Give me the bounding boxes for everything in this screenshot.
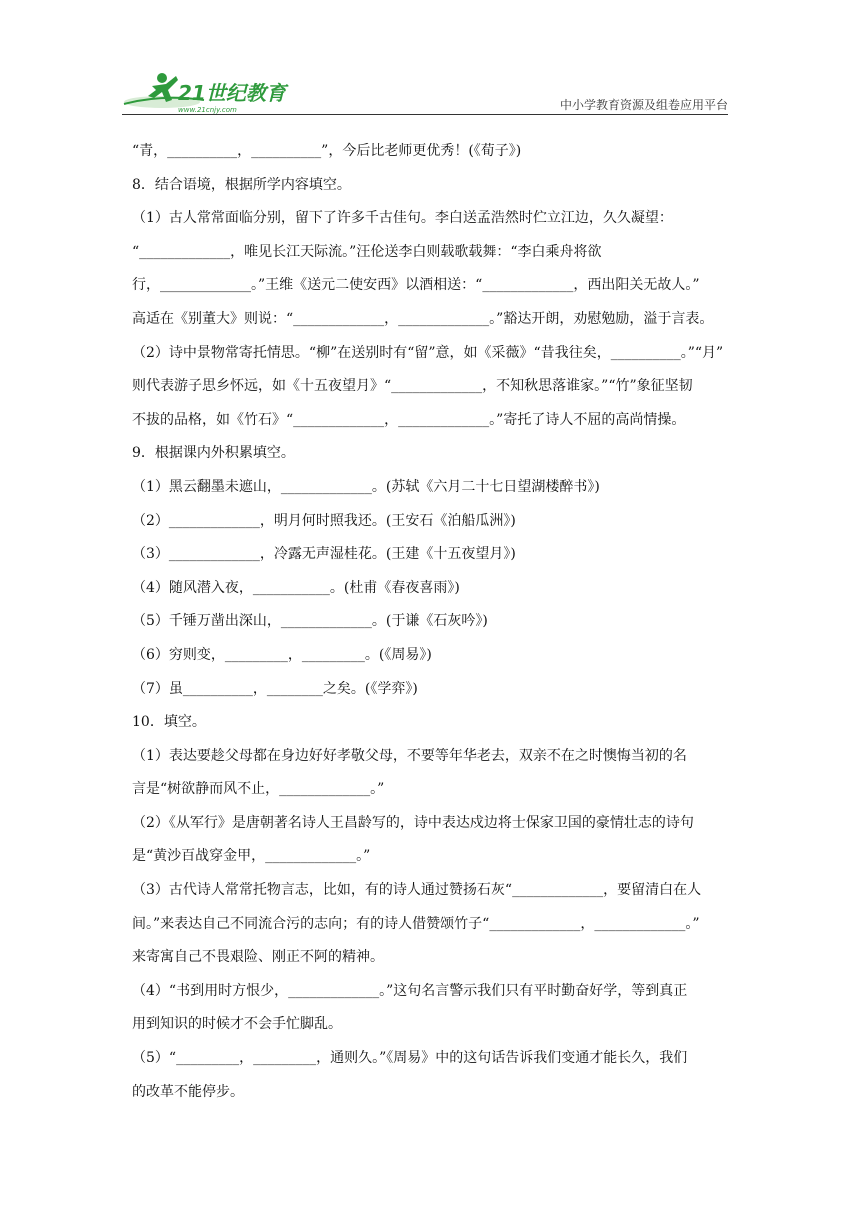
header-divider [122,114,728,115]
page-header [122,66,728,116]
text-line: （1）古人常常面临分别，留下了许多千古佳句。李白送孟浩然时伫立江边，久久凝望： [132,210,673,227]
text-line: （6）穷则变，_________，_________。(《周易》) [132,646,432,663]
text-line: （7）虽__________，________之矣。(《学弈》) [132,680,418,697]
text-line: （5）千锤万凿出深山，_____________。(于谦《石灰吟》) [132,613,488,630]
svg-text:www.21cnjy.com: www.21cnjy.com [178,106,237,114]
platform-name: 中小学教育资源及组卷应用平台 [559,98,728,112]
text-line: 来寄寓自己不畏艰险、刚正不阿的精神。 [132,949,384,966]
text-line: （3）古代诗人常常托物言志，比如，有的诗人通过赞扬石灰“_____________，要留清白在人 [132,882,702,899]
text-line: 的改革不能停步。 [132,1083,244,1100]
text-line: 用到知识的时候才不会手忙脚乱。 [132,1016,342,1033]
text-line: 是“黄沙百战穿金甲，_____________。” [132,848,371,865]
text-line: （3）_____________，冷露无声湿桂花。(王建《十五夜望月》) [132,546,516,563]
question-10-title: 10．填空。 [132,714,206,731]
text-line: （2）诗中景物常寄托情思。“柳”在送别时有“留”意，如《采薇》“昔我往矣，__________。”“月” [132,344,724,361]
document-body [132,140,732,1114]
text-line: 则代表游子思乡怀远，如《十五夜望月》“_____________，不知秋思落谁家。”“竹”象征坚韧 [132,378,693,395]
text-line: 言是“树欲静而风不止，_____________。” [132,781,385,798]
text-line: “_____________，唯见长江天际流。”汪伦送李白则载歌载舞：“李白乘舟将欲 [132,243,602,260]
text-line: 行，_____________。”王维《送元二使安西》以酒相送：“_____________，西出阳关无故人。” [132,277,700,294]
svg-text:21世纪教育: 21世纪教育 [178,81,286,105]
text-line: （4）“书到用时方恨少，_____________。”这句名言警示我们只有平时勤奋好学，等到真正 [132,982,688,999]
text-line: （1）表达要趁父母都在身边好好孝敬父母，不要等年华老去，双亲不在之时懊悔当初的名 [132,747,687,764]
logo-21cnjy [122,66,292,116]
text-line: “青，__________，__________”，今后比老师更优秀！(《荀子》) [132,143,522,159]
text-line: （2）《从军行》是唐朝著名诗人王昌龄写的，诗中表达戍边将士保家卫国的豪情壮志的诗句 [132,814,694,831]
text-line: 高适在《别董大》则说：“_____________，_____________。”豁达开朗，劝慰勉励，溢于言表。 [132,310,714,327]
text-line: （4）随风潜入夜，___________。(杜甫《春夜喜雨》) [132,579,460,596]
text-line: 不拔的品格，如《竹石》“_____________，_____________。”寄托了诗人不屈的高尚情操。 [132,411,686,428]
text-line: （5）“_________，_________，通则久。”《周易》中的这句话告诉我们变通才能长久，我们 [132,1050,688,1067]
question-9-title: 9．根据课内外积累填空。 [132,445,295,462]
text-line: （2）_____________，明月何时照我还。(王安石《泊船瓜洲》) [132,512,516,529]
text-line: 间。”来表达自己不同流合污的志向；有的诗人借赞颂竹子“_____________，_____________。” [132,915,700,932]
question-8-title: 8．结合语境，根据所学内容填空。 [132,176,351,193]
text-line: （1）黑云翻墨未遮山，_____________。(苏轼《六月二十七日望湖楼醉书》) [132,478,600,495]
